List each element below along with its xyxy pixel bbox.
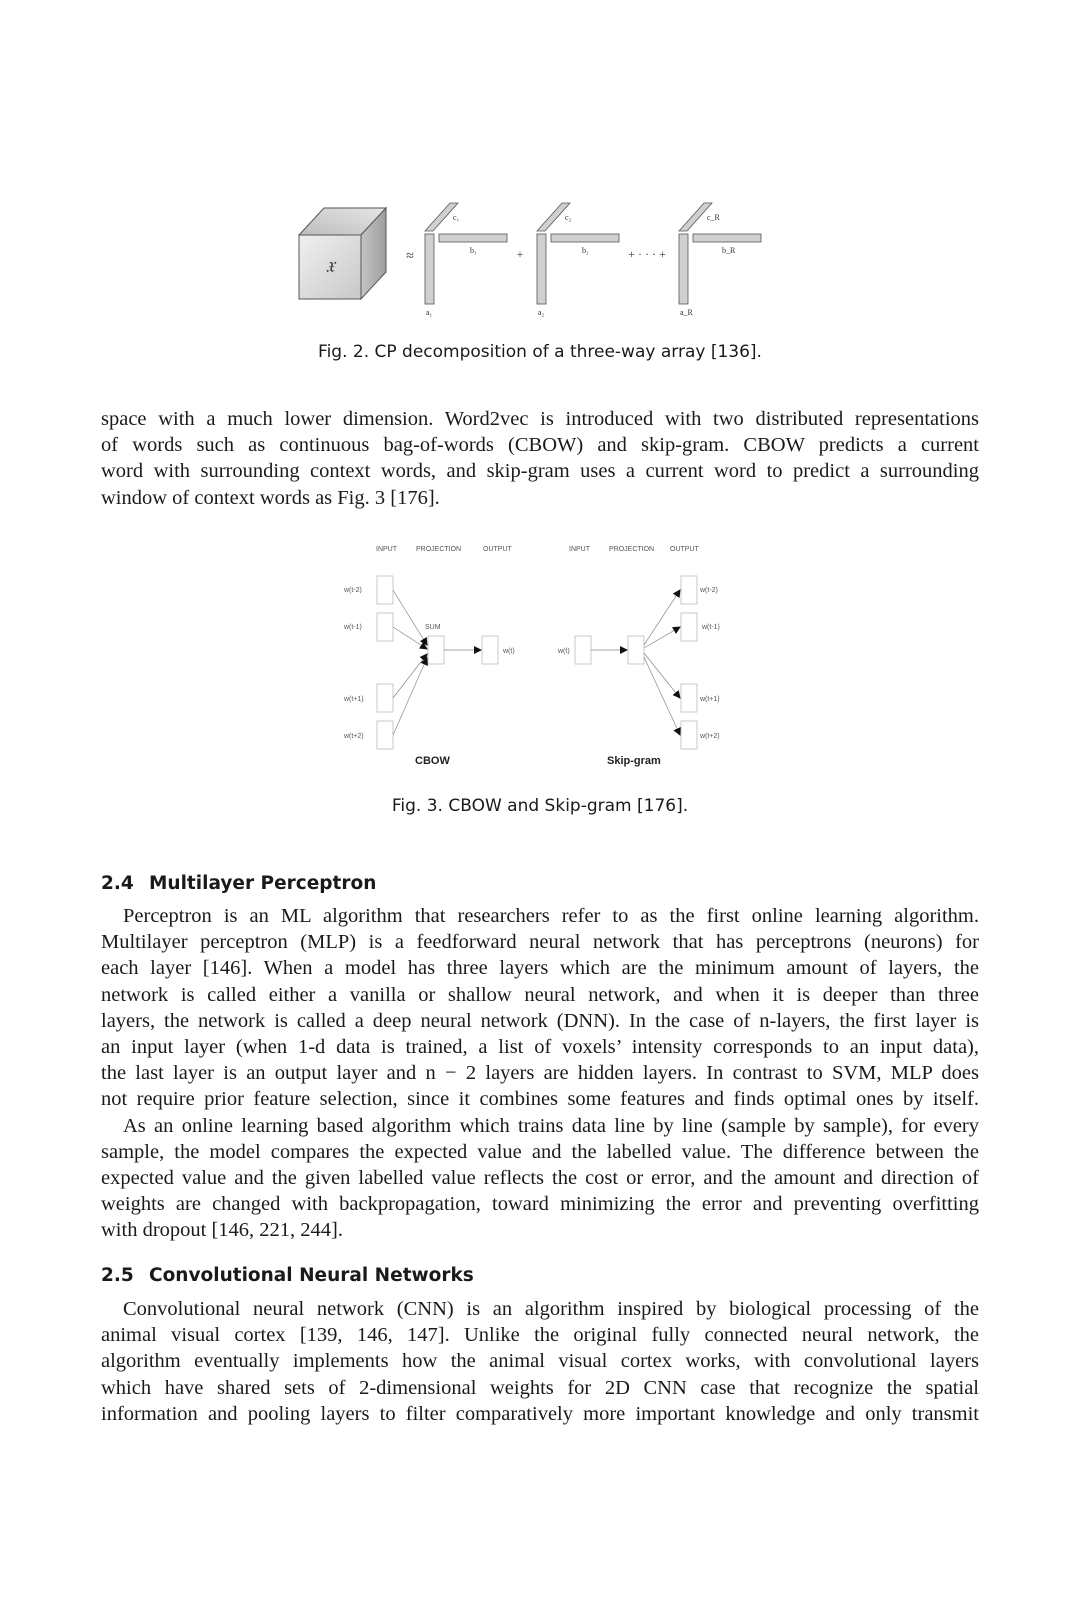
vector-a2: a₂ bbox=[538, 308, 545, 317]
paragraph-multilayer-perceptron bbox=[101, 903, 979, 1244]
vector-c2: c₂ bbox=[565, 213, 572, 222]
plus-sign: + bbox=[516, 247, 524, 261]
text-line: with dropout [146, 221, 244]. bbox=[101, 1219, 343, 1242]
cbow-sum-label: SUM bbox=[425, 624, 441, 631]
text-line: algorithm eventually implements how the animal visual cortex works, with convolutional layers bbox=[101, 1350, 979, 1373]
tensor-label: 𝔛 bbox=[325, 260, 335, 276]
paragraph-word2vec bbox=[101, 406, 979, 511]
text-line: animal visual cortex [139, 146, 147]. Unlike the original fully connected neural network, the bbox=[101, 1324, 979, 1347]
section-number: 2.4 bbox=[101, 873, 134, 894]
figure-3-caption: Fig. 3. CBOW and Skip-gram [176]. bbox=[391, 796, 689, 816]
cbow-input-label: w(t-1) bbox=[344, 624, 362, 631]
skipgram-header-projection: PROJECTION bbox=[609, 546, 655, 553]
cbow-output-label: w(t) bbox=[503, 648, 515, 655]
figure-3-cbow-skipgram bbox=[330, 535, 750, 775]
skipgram-diagram bbox=[557, 546, 720, 767]
text-line: space with a much lower dimension. Word2vec is introduced with two distributed representations bbox=[101, 408, 979, 430]
text-line: layers, the network is called a deep neural network (DNN). In the case of n-layers, the first layer is bbox=[101, 1009, 979, 1032]
tensor-cube bbox=[299, 208, 386, 299]
plus-dots: + · · · + bbox=[628, 247, 666, 261]
text-line: which have shared sets of 2-dimensional weights for 2D CNN case that recognize the spatial bbox=[101, 1376, 979, 1399]
text-line: not require prior feature selection, since it combines some features and finds optimal ones by itself. bbox=[101, 1088, 979, 1111]
section-number: 2.5 bbox=[101, 1265, 134, 1286]
rank-one-component-2 bbox=[537, 203, 619, 317]
text-line: network is called either a vanilla or shallow neural network, and when it is deeper than three bbox=[101, 983, 979, 1006]
cbow-input-label: w(t+1) bbox=[344, 696, 364, 703]
vector-bR: b_R bbox=[722, 246, 736, 255]
text-line: word with surrounding context words, and skip-gram uses a current word to predict a surrounding bbox=[101, 460, 979, 483]
cbow-diagram bbox=[343, 546, 515, 767]
text-line: information and pooling layers to filter comparatively more important knowledge and only transmit bbox=[101, 1402, 979, 1425]
cbow-header-output: OUTPUT bbox=[483, 546, 512, 553]
cbow-input-label: w(t-2) bbox=[344, 587, 362, 594]
skipgram-header-output: OUTPUT bbox=[670, 546, 699, 553]
cbow-title: CBOW bbox=[415, 755, 450, 767]
text-line: Perceptron is an ML algorithm that researchers refer to as the first online learning algorithm. bbox=[123, 905, 979, 927]
skipgram-output-label: w(t-1) bbox=[702, 624, 720, 631]
skipgram-header-input: INPUT bbox=[569, 546, 590, 553]
vector-aR: a_R bbox=[680, 308, 693, 317]
section-title: Multilayer Perceptron bbox=[149, 873, 377, 894]
text-line: As an online learning based algorithm which trains data line by line (sample by sample), for every bbox=[123, 1114, 979, 1137]
skipgram-title: Skip-gram bbox=[607, 755, 661, 767]
text-line: weights are changed with backpropagation, toward minimizing the error and preventing overfitting bbox=[101, 1193, 979, 1216]
vector-b1: b₁ bbox=[470, 246, 477, 255]
text-line: Multilayer perceptron (MLP) is a feedforward neural network that has perceptrons (neurons) for bbox=[101, 931, 979, 954]
cbow-header-input: INPUT bbox=[376, 546, 397, 553]
text-line: expected value and the given labelled value reflects the cost or error, and the amount and direction of bbox=[101, 1167, 979, 1190]
vector-c1: c₁ bbox=[453, 213, 460, 222]
figure-2-caption: Fig. 2. CP decomposition of a three-way array [136]. bbox=[318, 342, 762, 362]
text-line: an input layer (when 1-d data is trained, a list of voxels’ intensity corresponds to an input data), bbox=[101, 1036, 979, 1059]
rank-one-component-R bbox=[679, 203, 761, 317]
skipgram-input-label: w(t) bbox=[558, 648, 570, 655]
vector-b2: b₂ bbox=[582, 246, 589, 255]
cbow-input-label: w(t+2) bbox=[344, 733, 364, 740]
paragraph-cnn bbox=[101, 1296, 979, 1427]
skipgram-output-label: w(t+1) bbox=[700, 696, 720, 703]
skipgram-output-label: w(t+2) bbox=[700, 733, 720, 740]
cbow-header-projection: PROJECTION bbox=[416, 546, 462, 553]
text-line: of words such as continuous bag-of-words (CBOW) and skip-gram. CBOW predicts a current bbox=[101, 434, 979, 457]
text-line: sample, the model compares the expected value and the labelled value. The difference between the bbox=[101, 1140, 979, 1163]
approx-symbol: ≈ bbox=[406, 249, 414, 264]
skipgram-output-label: w(t-2) bbox=[700, 587, 718, 594]
rank-one-component-1 bbox=[425, 203, 507, 317]
text-line: each layer [146]. When a model has three layers which are the minimum amount of layers, the bbox=[101, 957, 979, 980]
section-title: Convolutional Neural Networks bbox=[149, 1265, 474, 1286]
vector-a1: a₁ bbox=[426, 308, 433, 317]
vector-cR: c_R bbox=[707, 213, 720, 222]
section-heading-2-5 bbox=[101, 1265, 474, 1286]
figure-2-cp-decomposition bbox=[290, 190, 780, 320]
text-line: the last layer is an output layer and n − 2 layers are hidden layers. In contrast to SVM, MLP does bbox=[101, 1062, 979, 1085]
text-line: Convolutional neural network (CNN) is an algorithm inspired by biological processing of the bbox=[123, 1298, 979, 1320]
text-line: window of context words as Fig. 3 [176]. bbox=[101, 486, 440, 509]
section-heading-2-4 bbox=[101, 873, 376, 894]
